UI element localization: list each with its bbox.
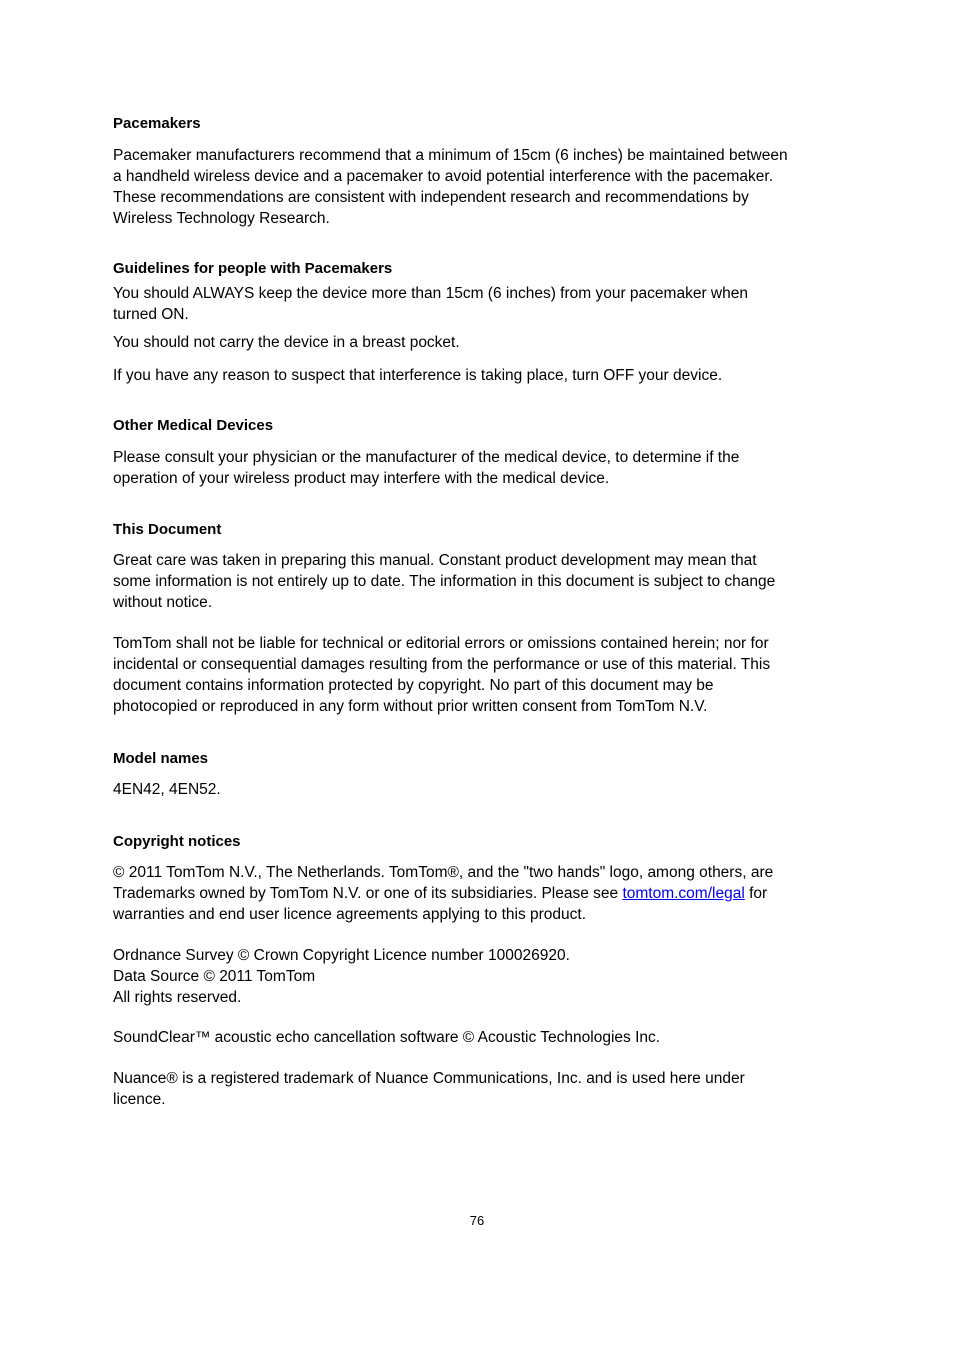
text-line: warranties and end user licence agreements applying to this product. [113,906,587,923]
this-document-paragraph-2 [113,633,843,717]
page-number: 76 [469,1213,485,1228]
text-line: document contains information protected by copyright. No part of this document may be [113,677,714,694]
section-heading-model-names: Model names [113,750,209,767]
this-document-paragraph-1 [113,550,843,613]
text-line: some information is not entirely up to date. The information in this document is subject to change [113,573,776,590]
other-medical-devices-paragraph [113,447,843,489]
copyright-paragraph-3 [113,1027,843,1048]
text-line: If you have any reason to suspect that interference is taking place, turn OFF your device. [113,367,723,384]
text-line: Nuance® is a registered trademark of Nuance Communications, Inc. and is used here under [113,1070,745,1087]
text-line: turned ON. [113,306,189,323]
text-line: Please consult your physician or the manufacturer of the medical device, to determine if the [113,449,740,466]
text-line: Wireless Technology Research. [113,210,330,227]
text-line: Data Source © 2011 TomTom [113,968,316,985]
section-heading-copyright-notices: Copyright notices [113,833,241,850]
tomtom-legal-link[interactable]: tomtom.com/legal [622,885,745,902]
text-line: 4EN42, 4EN52. [113,781,221,798]
text-line: Great care was taken in preparing this manual. Constant product development may mean that [113,552,757,569]
guidelines-paragraph-2 [113,332,843,353]
text-segment: Trademarks owned by TomTom N.V. or one of its subsidiaries. Please see [113,885,623,902]
text-line: photocopied or reproduced in any form without prior written consent from TomTom N.V. [113,698,708,715]
guidelines-paragraph-1 [113,283,843,325]
text-line: SoundClear™ acoustic echo cancellation software © Acoustic Technologies Inc. [113,1029,661,1046]
copyright-paragraph-4 [113,1068,843,1110]
section-heading-other-medical-devices: Other Medical Devices [113,417,274,434]
section-heading-guidelines: Guidelines for people with Pacemakers [113,260,393,277]
copyright-paragraph-1 [113,862,843,925]
text-line: These recommendations are consistent with independent research and recommendations by [113,189,749,206]
text-line: incidental or consequential damages resulting from the performance or use of this material. This [113,656,771,673]
text-line-with-link [113,883,843,904]
text-line: operation of your wireless product may interfere with the medical device. [113,470,610,487]
text-line: All rights reserved. [113,989,242,1006]
pacemakers-paragraph [113,145,843,229]
section-heading-pacemakers: Pacemakers [113,115,201,132]
text-line: a handheld wireless device and a pacemaker to avoid potential interference with the pacemaker. [113,168,774,185]
model-names-paragraph [113,779,843,800]
text-segment: for [744,885,768,902]
text-line: Ordnance Survey © Crown Copyright Licence number 100026920. [113,947,570,964]
section-heading-this-document: This Document [113,521,222,538]
text-line: without notice. [113,594,213,611]
text-line: licence. [113,1091,166,1108]
text-line: You should not carry the device in a breast pocket. [113,334,460,351]
text-line: Pacemaker manufacturers recommend that a minimum of 15cm (6 inches) be maintained between [113,147,788,164]
guidelines-paragraph-3 [113,365,843,386]
text-line: © 2011 TomTom N.V., The Netherlands. TomTom®, and the "two hands" logo, among others, are [113,864,774,881]
copyright-paragraph-2 [113,945,843,1008]
text-line: You should ALWAYS keep the device more than 15cm (6 inches) from your pacemaker when [113,285,748,302]
text-line: TomTom shall not be liable for technical or editorial errors or omissions contained herein; nor for [113,635,769,652]
